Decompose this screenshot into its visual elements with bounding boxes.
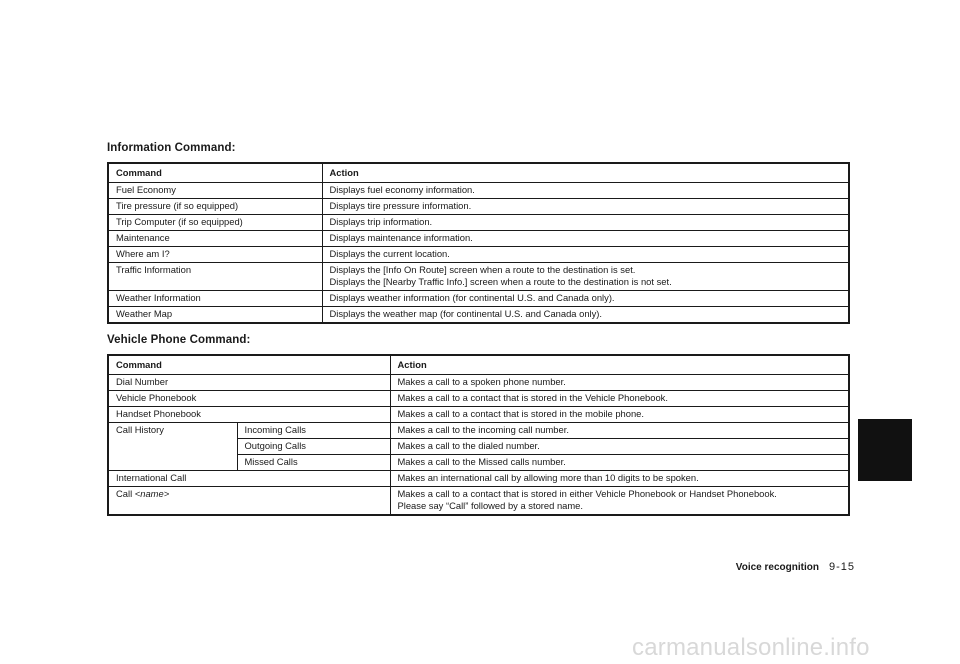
information-command-table bbox=[107, 162, 850, 324]
phone-section-title: Vehicle Phone Command: bbox=[107, 334, 251, 346]
action-cell: Makes a call to the Missed calls number. bbox=[390, 455, 849, 471]
action-line: Displays the [Info On Route] screen when a route to the destination is set. bbox=[329, 264, 636, 275]
chapter-tab-marker bbox=[858, 419, 912, 481]
command-cell: Traffic Information bbox=[108, 263, 322, 291]
table-row bbox=[108, 231, 849, 247]
footer-section-name: Voice recognition bbox=[735, 562, 819, 573]
table-row bbox=[108, 183, 849, 199]
command-cell: Where am I? bbox=[108, 247, 322, 263]
action-cell: Displays the weather map (for continental U.S. and Canada only). bbox=[322, 307, 849, 324]
action-cell: Makes a call to a contact that is stored in the mobile phone. bbox=[390, 407, 849, 423]
name-parameter: <name> bbox=[134, 488, 170, 499]
action-line: Makes a call to a contact that is stored in either Vehicle Phonebook or Handset Phonebook. bbox=[397, 488, 777, 499]
table-row bbox=[108, 307, 849, 324]
action-cell: Makes a call to a contact that is stored in the Vehicle Phonebook. bbox=[390, 391, 849, 407]
table-row bbox=[108, 375, 849, 391]
command-text: Call bbox=[116, 488, 135, 499]
action-cell: Makes a call to a spoken phone number. bbox=[390, 375, 849, 391]
sub-command-cell: Incoming Calls bbox=[237, 423, 390, 439]
table-row bbox=[108, 407, 849, 423]
action-cell: Makes a call to the incoming call number. bbox=[390, 423, 849, 439]
column-header-action: Action bbox=[390, 355, 849, 375]
table-header-row bbox=[108, 355, 849, 375]
table-row bbox=[108, 471, 849, 487]
action-cell: Makes an international call by allowing more than 10 digits to be spoken. bbox=[390, 471, 849, 487]
table-row bbox=[108, 391, 849, 407]
sub-command-cell: Missed Calls bbox=[237, 455, 390, 471]
action-cell: Makes a call to the dialed number. bbox=[390, 439, 849, 455]
action-cell: Displays fuel economy information. bbox=[322, 183, 849, 199]
column-header-command: Command bbox=[108, 355, 390, 375]
watermark: carmanualsonline.info bbox=[632, 634, 870, 661]
info-section-title: Information Command: bbox=[107, 142, 236, 154]
action-cell: Displays the current location. bbox=[322, 247, 849, 263]
action-line: Please say “Call” followed by a stored name. bbox=[397, 500, 584, 511]
table-row bbox=[108, 199, 849, 215]
command-cell-call-history: Call History bbox=[108, 423, 237, 471]
vehicle-phone-command-table bbox=[107, 354, 850, 516]
action-cell: Displays tire pressure information. bbox=[322, 199, 849, 215]
command-cell: Trip Computer (if so equipped) bbox=[108, 215, 322, 231]
page-number: 9-15 bbox=[828, 561, 855, 573]
command-cell: Fuel Economy bbox=[108, 183, 322, 199]
command-cell: Weather Information bbox=[108, 291, 322, 307]
action-cell bbox=[322, 263, 849, 291]
command-cell: International Call bbox=[108, 471, 390, 487]
command-cell bbox=[108, 487, 390, 516]
command-cell: Tire pressure (if so equipped) bbox=[108, 199, 322, 215]
action-cell bbox=[390, 487, 849, 516]
command-cell: Dial Number bbox=[108, 375, 390, 391]
sub-command-cell: Outgoing Calls bbox=[237, 439, 390, 455]
page-footer bbox=[736, 561, 855, 573]
action-line: Displays the [Nearby Traffic Info.] screen when a route to the destination is not set. bbox=[329, 276, 672, 287]
table-row bbox=[108, 263, 849, 291]
table-row bbox=[108, 423, 849, 439]
table-row bbox=[108, 291, 849, 307]
column-header-command: Command bbox=[108, 163, 322, 183]
table-row bbox=[108, 247, 849, 263]
command-cell: Weather Map bbox=[116, 308, 173, 319]
command-cell: Handset Phonebook bbox=[108, 407, 390, 423]
command-cell: Vehicle Phonebook bbox=[108, 391, 390, 407]
table-row bbox=[108, 487, 849, 516]
action-cell: Displays weather information (for continental U.S. and Canada only). bbox=[322, 291, 849, 307]
table-header-row bbox=[108, 163, 849, 183]
table-row bbox=[108, 215, 849, 231]
action-cell: Displays maintenance information. bbox=[322, 231, 849, 247]
command-cell: Maintenance bbox=[108, 231, 322, 247]
action-cell: Displays trip information. bbox=[322, 215, 849, 231]
column-header-action: Action bbox=[322, 163, 849, 183]
